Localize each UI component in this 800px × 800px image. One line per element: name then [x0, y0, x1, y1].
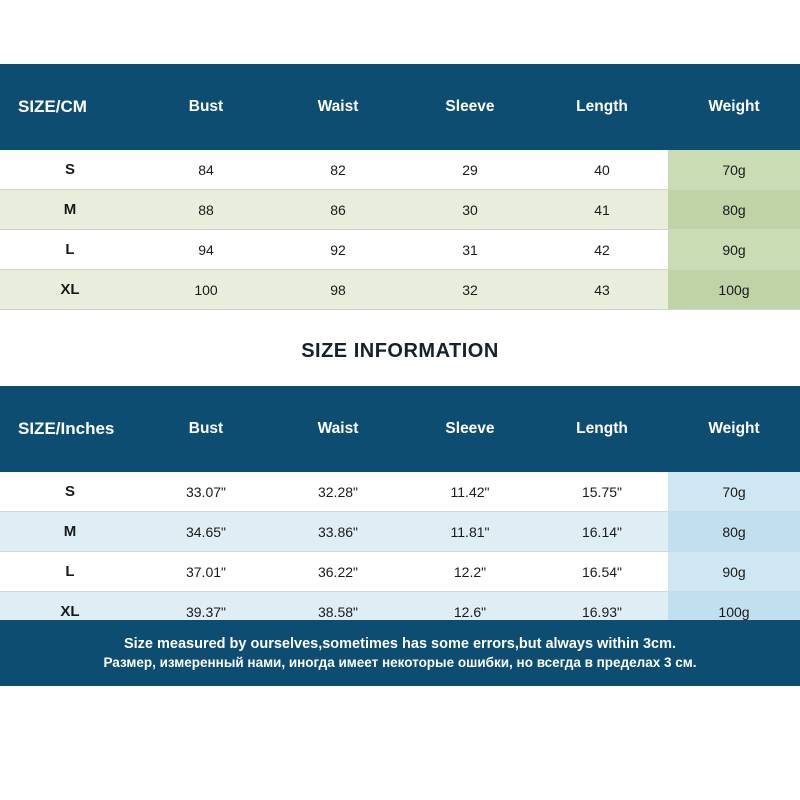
- table-header-row: [0, 386, 800, 472]
- cell-sleeve: 11.42": [404, 472, 536, 512]
- table-row: [0, 512, 800, 552]
- table-row: [0, 472, 800, 512]
- cell-size: L: [0, 230, 140, 270]
- cell-size: L: [0, 552, 140, 592]
- column-header-weight: Weight: [668, 386, 800, 472]
- table-row: [0, 230, 800, 270]
- cell-waist: 82: [272, 150, 404, 190]
- cell-weight: 90g: [668, 552, 800, 592]
- cell-bust: 84: [140, 150, 272, 190]
- size-table-inches: [0, 386, 800, 632]
- size-table-inches-body: [0, 472, 800, 632]
- cell-length: 43: [536, 270, 668, 310]
- cell-sleeve: 30: [404, 190, 536, 230]
- size-table-cm: [0, 64, 800, 310]
- cell-sleeve: 11.81": [404, 512, 536, 552]
- cell-length: 16.54": [536, 552, 668, 592]
- cell-size: XL: [0, 270, 140, 310]
- cell-weight: 70g: [668, 472, 800, 512]
- cell-bust: 34.65": [140, 512, 272, 552]
- page-title: SIZE INFORMATION: [301, 340, 499, 362]
- table-header-row: [0, 64, 800, 150]
- cell-bust: 39.37": [140, 592, 272, 632]
- cell-waist: 33.86": [272, 512, 404, 552]
- cell-sleeve: 12.6": [404, 592, 536, 632]
- cell-bust: 33.07": [140, 472, 272, 512]
- cell-bust: 37.01": [140, 552, 272, 592]
- disclaimer-line-russian: Размер, измеренный нами, иногда имеет некоторые ошибки, но всегда в пределах 3 см.: [103, 655, 697, 670]
- cell-length: 41: [536, 190, 668, 230]
- size-table-inches-header: [0, 386, 800, 472]
- cell-weight: 100g: [668, 592, 800, 632]
- cell-size: M: [0, 512, 140, 552]
- cell-weight: 80g: [668, 512, 800, 552]
- column-header-bust: Bust: [140, 386, 272, 472]
- cell-weight: 80g: [668, 190, 800, 230]
- column-header-waist: Waist: [272, 386, 404, 472]
- table-row: [0, 150, 800, 190]
- cell-bust: 100: [140, 270, 272, 310]
- measurement-disclaimer: [0, 620, 800, 686]
- disclaimer-line-english: Size measured by ourselves,sometimes has some errors,but always within 3cm.: [123, 636, 677, 652]
- cell-waist: 92: [272, 230, 404, 270]
- cell-length: 42: [536, 230, 668, 270]
- column-header-size-inches: SIZE/Inches: [0, 386, 140, 472]
- cell-weight: 90g: [668, 230, 800, 270]
- table-row: [0, 190, 800, 230]
- column-header-sleeve: Sleeve: [404, 64, 536, 150]
- cell-bust: 94: [140, 230, 272, 270]
- cell-size: XL: [0, 592, 140, 632]
- cell-sleeve: 31: [404, 230, 536, 270]
- table-row: [0, 270, 800, 310]
- cell-sleeve: 29: [404, 150, 536, 190]
- cell-waist: 86: [272, 190, 404, 230]
- cell-waist: 98: [272, 270, 404, 310]
- column-header-size-cm: SIZE/CM: [0, 64, 140, 150]
- column-header-bust: Bust: [140, 64, 272, 150]
- cell-weight: 70g: [668, 150, 800, 190]
- column-header-weight: Weight: [668, 64, 800, 150]
- cell-sleeve: 32: [404, 270, 536, 310]
- cell-size: S: [0, 472, 140, 512]
- cell-length: 40: [536, 150, 668, 190]
- cell-size: M: [0, 190, 140, 230]
- cell-size: S: [0, 150, 140, 190]
- column-header-waist: Waist: [272, 64, 404, 150]
- cell-length: 16.93": [536, 592, 668, 632]
- column-header-sleeve: Sleeve: [404, 386, 536, 472]
- cell-sleeve: 12.2": [404, 552, 536, 592]
- size-table-cm-header: [0, 64, 800, 150]
- cell-length: 15.75": [536, 472, 668, 512]
- cell-weight: 100g: [668, 270, 800, 310]
- column-header-length: Length: [536, 386, 668, 472]
- column-header-length: Length: [536, 64, 668, 150]
- cell-waist: 36.22": [272, 552, 404, 592]
- table-row: [0, 552, 800, 592]
- cell-waist: 32.28": [272, 472, 404, 512]
- size-table-cm-body: [0, 150, 800, 310]
- cell-bust: 88: [140, 190, 272, 230]
- cell-waist: 38.58": [272, 592, 404, 632]
- cell-length: 16.14": [536, 512, 668, 552]
